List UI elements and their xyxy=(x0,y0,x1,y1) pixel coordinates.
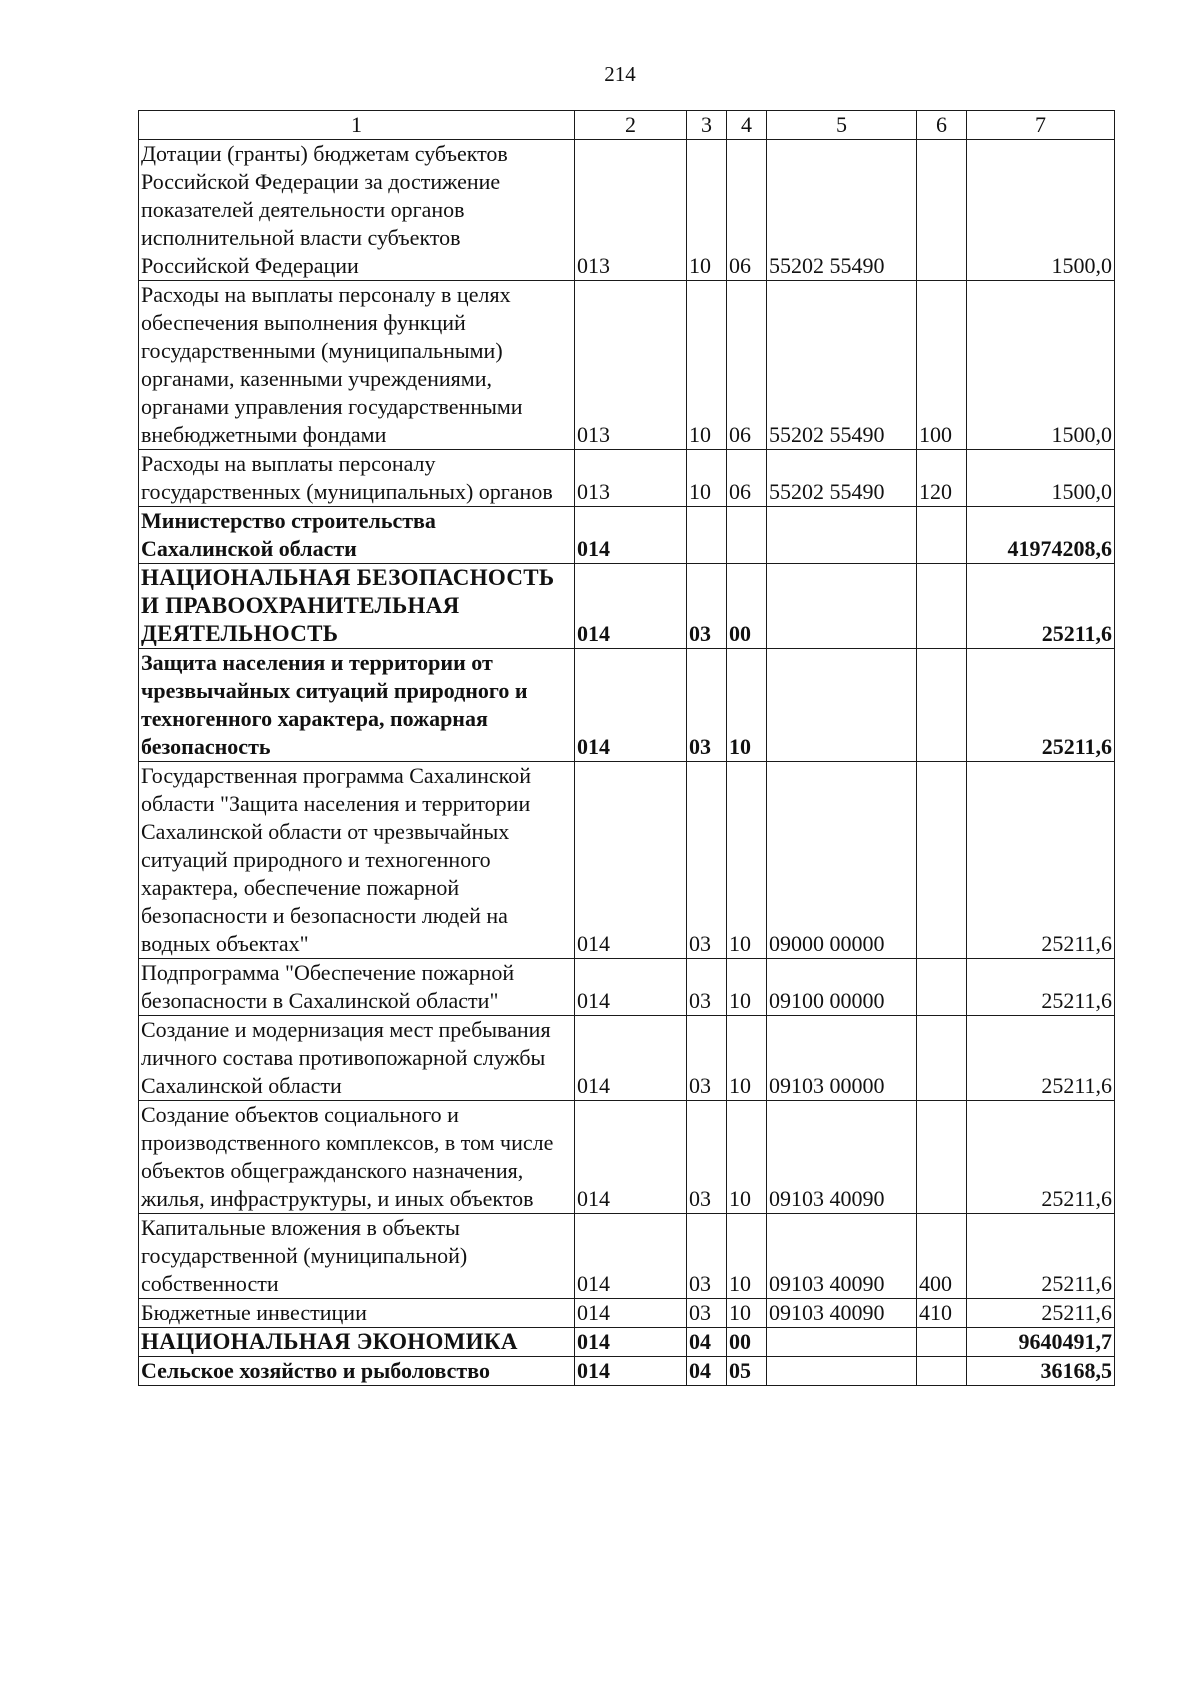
cell-ministry-code: 013 xyxy=(575,281,687,450)
cell-amount: 25211,6 xyxy=(967,1016,1115,1101)
cell-section: 04 xyxy=(687,1357,727,1386)
column-header: 4 xyxy=(727,111,767,140)
cell-subsection: 00 xyxy=(727,564,767,649)
cell-amount: 25211,6 xyxy=(967,959,1115,1016)
cell-expense-type xyxy=(917,649,967,762)
table-row xyxy=(139,507,1115,564)
cell-target-article xyxy=(767,507,917,564)
cell-target-article: 55202 55490 xyxy=(767,281,917,450)
table-row xyxy=(139,1214,1115,1299)
cell-amount: 25211,6 xyxy=(967,762,1115,959)
page-number: 214 xyxy=(604,62,636,86)
table-row xyxy=(139,564,1115,649)
cell-amount: 9640491,7 xyxy=(967,1328,1115,1357)
column-header: 2 xyxy=(575,111,687,140)
cell-amount: 36168,5 xyxy=(967,1357,1115,1386)
cell-amount: 25211,6 xyxy=(967,564,1115,649)
cell-subsection xyxy=(727,507,767,564)
row-name: Подпрограмма "Обеспечение пожарной безопасности в Сахалинской области" xyxy=(139,959,575,1016)
cell-subsection: 10 xyxy=(727,1016,767,1101)
cell-subsection: 10 xyxy=(727,1214,767,1299)
cell-expense-type xyxy=(917,762,967,959)
cell-subsection: 06 xyxy=(727,450,767,507)
cell-amount: 1500,0 xyxy=(967,140,1115,281)
row-name: Расходы на выплаты персоналу в целях обеспечения выполнения функций государственными (муниципальными) органами, казенными учреждениями, органами управления государственными внебюджетными фондами xyxy=(139,281,575,450)
cell-expense-type xyxy=(917,507,967,564)
cell-section: 04 xyxy=(687,1328,727,1357)
cell-amount: 41974208,6 xyxy=(967,507,1115,564)
cell-expense-type xyxy=(917,1328,967,1357)
column-header: 3 xyxy=(687,111,727,140)
cell-target-article: 09103 40090 xyxy=(767,1299,917,1328)
cell-section: 03 xyxy=(687,1299,727,1328)
budget-table xyxy=(138,110,1115,1386)
cell-section: 03 xyxy=(687,649,727,762)
cell-ministry-code: 014 xyxy=(575,1299,687,1328)
table-row xyxy=(139,450,1115,507)
cell-target-article xyxy=(767,564,917,649)
table-row xyxy=(139,1299,1115,1328)
row-name: Министерство строительства Сахалинской области xyxy=(139,507,575,564)
cell-section: 10 xyxy=(687,140,727,281)
cell-target-article xyxy=(767,1328,917,1357)
cell-ministry-code: 014 xyxy=(575,507,687,564)
row-name: НАЦИОНАЛЬНАЯ БЕЗОПАСНОСТЬ И ПРАВООХРАНИТЕЛЬНАЯ ДЕЯТЕЛЬНОСТЬ xyxy=(139,564,575,649)
cell-amount: 1500,0 xyxy=(967,450,1115,507)
cell-ministry-code: 014 xyxy=(575,762,687,959)
cell-section: 03 xyxy=(687,1016,727,1101)
cell-expense-type xyxy=(917,140,967,281)
cell-expense-type xyxy=(917,959,967,1016)
cell-subsection: 10 xyxy=(727,649,767,762)
table-header-row xyxy=(139,111,1115,140)
cell-expense-type: 120 xyxy=(917,450,967,507)
cell-ministry-code: 014 xyxy=(575,564,687,649)
cell-target-article: 09100 00000 xyxy=(767,959,917,1016)
cell-amount: 25211,6 xyxy=(967,1101,1115,1214)
cell-section: 10 xyxy=(687,450,727,507)
cell-amount: 25211,6 xyxy=(967,649,1115,762)
table-row xyxy=(139,1328,1115,1357)
cell-target-article xyxy=(767,649,917,762)
table-row xyxy=(139,281,1115,450)
cell-section: 03 xyxy=(687,959,727,1016)
cell-subsection: 10 xyxy=(727,762,767,959)
cell-amount: 1500,0 xyxy=(967,281,1115,450)
table-row xyxy=(139,1357,1115,1386)
row-name: Создание и модернизация мест пребывания личного состава противопожарной службы Сахалинской области xyxy=(139,1016,575,1101)
row-name: Дотации (гранты) бюджетам субъектов Российской Федерации за достижение показателей деятельности органов исполнительной власти субъектов Российской Федерации xyxy=(139,140,575,281)
cell-ministry-code: 014 xyxy=(575,959,687,1016)
cell-ministry-code: 014 xyxy=(575,1016,687,1101)
cell-section: 10 xyxy=(687,281,727,450)
cell-ministry-code: 014 xyxy=(575,1357,687,1386)
cell-subsection: 10 xyxy=(727,1101,767,1214)
table-row xyxy=(139,649,1115,762)
cell-section: 03 xyxy=(687,1214,727,1299)
cell-target-article: 09103 00000 xyxy=(767,1016,917,1101)
cell-target-article: 55202 55490 xyxy=(767,450,917,507)
row-name: Бюджетные инвестиции xyxy=(139,1299,575,1328)
cell-subsection: 06 xyxy=(727,140,767,281)
cell-subsection: 00 xyxy=(727,1328,767,1357)
cell-target-article: 09103 40090 xyxy=(767,1214,917,1299)
cell-ministry-code: 014 xyxy=(575,1214,687,1299)
table-row xyxy=(139,1016,1115,1101)
table-row xyxy=(139,140,1115,281)
column-header: 7 xyxy=(967,111,1115,140)
cell-section: 03 xyxy=(687,1101,727,1214)
cell-amount: 25211,6 xyxy=(967,1299,1115,1328)
cell-ministry-code: 014 xyxy=(575,649,687,762)
cell-target-article: 09000 00000 xyxy=(767,762,917,959)
cell-target-article xyxy=(767,1357,917,1386)
table-row xyxy=(139,762,1115,959)
row-name: Капитальные вложения в объекты государственной (муниципальной) собственности xyxy=(139,1214,575,1299)
cell-expense-type xyxy=(917,1357,967,1386)
cell-expense-type xyxy=(917,564,967,649)
row-name: Сельское хозяйство и рыболовство xyxy=(139,1357,575,1386)
cell-ministry-code: 014 xyxy=(575,1328,687,1357)
row-name: Создание объектов социального и производственного комплексов, в том числе объектов общегражданского назначения, жилья, инфраструктуры, и иных объектов xyxy=(139,1101,575,1214)
column-header: 6 xyxy=(917,111,967,140)
cell-expense-type: 100 xyxy=(917,281,967,450)
cell-section: 03 xyxy=(687,762,727,959)
row-name: Защита населения и территории от чрезвычайных ситуаций природного и техногенного характера, пожарная безопасность xyxy=(139,649,575,762)
cell-subsection: 10 xyxy=(727,959,767,1016)
cell-subsection: 05 xyxy=(727,1357,767,1386)
cell-expense-type xyxy=(917,1101,967,1214)
cell-ministry-code: 013 xyxy=(575,450,687,507)
row-name: Государственная программа Сахалинской области "Защита населения и территории Сахалинской области от чрезвычайных ситуаций природного и техногенного характера, обеспечение пожарной безопасности и безопасности людей на водных объектах" xyxy=(139,762,575,959)
table-row xyxy=(139,959,1115,1016)
cell-ministry-code: 013 xyxy=(575,140,687,281)
cell-amount: 25211,6 xyxy=(967,1214,1115,1299)
column-header: 5 xyxy=(767,111,917,140)
row-name: НАЦИОНАЛЬНАЯ ЭКОНОМИКА xyxy=(139,1328,575,1357)
cell-subsection: 10 xyxy=(727,1299,767,1328)
table-body xyxy=(139,140,1115,1386)
cell-expense-type: 410 xyxy=(917,1299,967,1328)
table-row xyxy=(139,1101,1115,1214)
cell-target-article: 09103 40090 xyxy=(767,1101,917,1214)
cell-section: 03 xyxy=(687,564,727,649)
cell-target-article: 55202 55490 xyxy=(767,140,917,281)
cell-expense-type: 400 xyxy=(917,1214,967,1299)
cell-section xyxy=(687,507,727,564)
column-header: 1 xyxy=(139,111,575,140)
row-name: Расходы на выплаты персоналу государственных (муниципальных) органов xyxy=(139,450,575,507)
cell-expense-type xyxy=(917,1016,967,1101)
cell-subsection: 06 xyxy=(727,281,767,450)
cell-ministry-code: 014 xyxy=(575,1101,687,1214)
